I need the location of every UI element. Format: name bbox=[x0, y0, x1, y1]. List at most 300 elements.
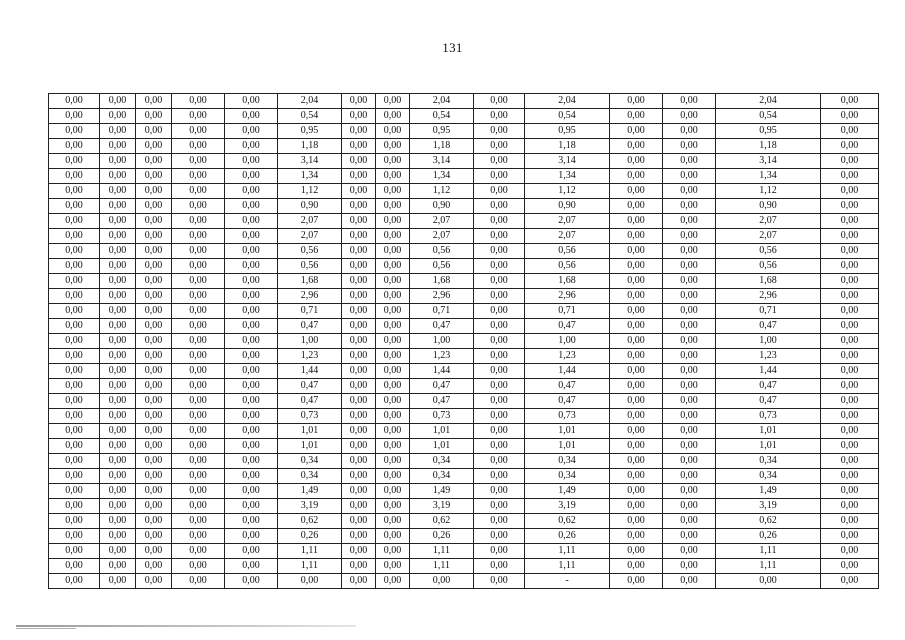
table-row bbox=[49, 124, 879, 139]
table-cell: 0,00 bbox=[136, 349, 172, 364]
table-cell: 0,00 bbox=[376, 334, 410, 349]
table-cell: 0,62 bbox=[278, 514, 342, 529]
table-cell: 0,00 bbox=[100, 304, 136, 319]
table-row bbox=[49, 259, 879, 274]
table-cell: 0,00 bbox=[663, 424, 716, 439]
table-cell: 0,00 bbox=[100, 484, 136, 499]
table-cell: 0,00 bbox=[376, 574, 410, 589]
table-cell: 1,01 bbox=[716, 424, 821, 439]
table-cell: 0,00 bbox=[342, 409, 376, 424]
table-cell: 0,00 bbox=[821, 124, 879, 139]
table-cell: 0,00 bbox=[821, 469, 879, 484]
table-cell: 0,00 bbox=[172, 409, 225, 424]
table-cell: 0,00 bbox=[172, 574, 225, 589]
table-cell: 0,00 bbox=[610, 394, 663, 409]
table-cell: 0,00 bbox=[610, 244, 663, 259]
table-cell: 0,00 bbox=[663, 514, 716, 529]
table-cell: 0,00 bbox=[821, 439, 879, 454]
table-cell: 0,00 bbox=[474, 409, 525, 424]
table-cell: 1,34 bbox=[410, 169, 474, 184]
table-cell: 0,00 bbox=[663, 529, 716, 544]
table-cell: 3,14 bbox=[716, 154, 821, 169]
table-cell: 1,68 bbox=[278, 274, 342, 289]
table-cell: 1,23 bbox=[278, 349, 342, 364]
table-cell: 0,00 bbox=[342, 274, 376, 289]
table-cell: 0,00 bbox=[49, 214, 100, 229]
table-cell: 0,00 bbox=[663, 319, 716, 334]
table-cell: 1,11 bbox=[716, 559, 821, 574]
table-cell: 0,95 bbox=[525, 124, 610, 139]
table-cell: 0,00 bbox=[225, 139, 278, 154]
table-cell: 2,04 bbox=[525, 94, 610, 109]
table-cell: 0,00 bbox=[49, 109, 100, 124]
table-cell: 0,00 bbox=[100, 274, 136, 289]
table-cell: 0,00 bbox=[663, 559, 716, 574]
table-cell: 0,00 bbox=[663, 139, 716, 154]
table-cell: 0,00 bbox=[225, 439, 278, 454]
table-cell: 0,00 bbox=[172, 484, 225, 499]
table-cell: 1,11 bbox=[278, 559, 342, 574]
table-row bbox=[49, 574, 879, 589]
table-cell: 0,00 bbox=[410, 574, 474, 589]
table-cell: 0,73 bbox=[410, 409, 474, 424]
table-cell: 0,00 bbox=[474, 169, 525, 184]
table-cell: 0,71 bbox=[716, 304, 821, 319]
table-cell: 2,07 bbox=[410, 214, 474, 229]
table-row bbox=[49, 469, 879, 484]
table-cell: 0,47 bbox=[410, 394, 474, 409]
table-cell: 0,00 bbox=[136, 334, 172, 349]
table-cell: 0,00 bbox=[376, 214, 410, 229]
table-cell: 0,00 bbox=[474, 394, 525, 409]
table-cell: 0,00 bbox=[49, 199, 100, 214]
table-cell: 0,00 bbox=[821, 364, 879, 379]
table-cell: 0,34 bbox=[525, 454, 610, 469]
table-cell: 0,00 bbox=[474, 94, 525, 109]
table-cell: 1,44 bbox=[410, 364, 474, 379]
table-cell: 0,00 bbox=[376, 169, 410, 184]
table-cell: 0,00 bbox=[225, 259, 278, 274]
table-cell: 0,00 bbox=[663, 574, 716, 589]
table-cell: 0,47 bbox=[278, 319, 342, 334]
table-cell: 0,00 bbox=[100, 214, 136, 229]
table-cell: 0,56 bbox=[278, 244, 342, 259]
table-cell: 0,00 bbox=[376, 94, 410, 109]
table-cell: 0,00 bbox=[225, 169, 278, 184]
table-cell: 0,00 bbox=[474, 139, 525, 154]
table-row bbox=[49, 304, 879, 319]
table-row bbox=[49, 289, 879, 304]
table-cell: 0,00 bbox=[136, 124, 172, 139]
table-row bbox=[49, 184, 879, 199]
table-cell: 0,00 bbox=[663, 349, 716, 364]
table-cell: 0,00 bbox=[474, 274, 525, 289]
table-cell: 1,11 bbox=[525, 559, 610, 574]
table-cell: 0,00 bbox=[136, 379, 172, 394]
table-cell: 0,00 bbox=[716, 574, 821, 589]
table-cell: 1,12 bbox=[410, 184, 474, 199]
table-cell: 0,00 bbox=[342, 484, 376, 499]
table-cell: 0,00 bbox=[821, 484, 879, 499]
table-cell: 0,00 bbox=[474, 304, 525, 319]
table-cell: 0,00 bbox=[376, 394, 410, 409]
table-cell: 0,00 bbox=[49, 184, 100, 199]
table-cell: 1,01 bbox=[716, 439, 821, 454]
table-cell: 0,00 bbox=[663, 259, 716, 274]
table-cell: 1,01 bbox=[525, 424, 610, 439]
table-cell: 0,00 bbox=[342, 244, 376, 259]
table-cell: 1,00 bbox=[525, 334, 610, 349]
table-cell: 1,01 bbox=[278, 424, 342, 439]
table-cell: 0,00 bbox=[342, 379, 376, 394]
table-cell: 0,00 bbox=[49, 334, 100, 349]
table-cell: 0,00 bbox=[172, 139, 225, 154]
table-cell: 0,00 bbox=[49, 304, 100, 319]
table-cell: 1,18 bbox=[278, 139, 342, 154]
table-cell: 0,00 bbox=[821, 214, 879, 229]
table-cell: 0,56 bbox=[716, 244, 821, 259]
table-cell: 0,00 bbox=[376, 229, 410, 244]
table-cell: 0,00 bbox=[49, 124, 100, 139]
table-row bbox=[49, 274, 879, 289]
table-cell: 0,00 bbox=[663, 229, 716, 244]
table-cell: 0,00 bbox=[610, 559, 663, 574]
table-cell: 0,00 bbox=[376, 259, 410, 274]
table-cell: 0,00 bbox=[376, 349, 410, 364]
table-cell: 0,00 bbox=[610, 184, 663, 199]
table-cell: 3,14 bbox=[410, 154, 474, 169]
table-cell: 1,49 bbox=[410, 484, 474, 499]
table-row bbox=[49, 349, 879, 364]
table-cell: 0,00 bbox=[172, 199, 225, 214]
table-cell: 0,00 bbox=[172, 304, 225, 319]
table-cell: 0,00 bbox=[136, 259, 172, 274]
table-cell: 0,00 bbox=[663, 169, 716, 184]
table-cell: 0,00 bbox=[172, 109, 225, 124]
table-cell: 0,00 bbox=[663, 484, 716, 499]
table-cell: 0,00 bbox=[663, 289, 716, 304]
table-cell: 2,04 bbox=[716, 94, 821, 109]
table-cell: 0,00 bbox=[172, 94, 225, 109]
table-cell: 0,00 bbox=[821, 154, 879, 169]
table-cell: 0,00 bbox=[610, 349, 663, 364]
table-cell: 0,00 bbox=[821, 514, 879, 529]
table-cell: 0,00 bbox=[225, 214, 278, 229]
table-cell: 0,00 bbox=[172, 424, 225, 439]
table-cell: 0,00 bbox=[474, 259, 525, 274]
table-row bbox=[49, 199, 879, 214]
table-cell: 1,11 bbox=[410, 559, 474, 574]
table-cell: 0,00 bbox=[49, 484, 100, 499]
table-cell: 0,00 bbox=[136, 514, 172, 529]
table-cell: 0,00 bbox=[610, 304, 663, 319]
table-cell: 0,00 bbox=[100, 439, 136, 454]
table-cell: 1,49 bbox=[716, 484, 821, 499]
table-cell: 0,00 bbox=[172, 334, 225, 349]
table-row bbox=[49, 484, 879, 499]
table-cell: 0,00 bbox=[172, 184, 225, 199]
table-cell: 0,90 bbox=[525, 199, 610, 214]
table-cell: 0,00 bbox=[100, 394, 136, 409]
table-cell: 0,00 bbox=[172, 544, 225, 559]
table-cell: 2,96 bbox=[278, 289, 342, 304]
table-cell: 0,00 bbox=[100, 94, 136, 109]
table-cell: 0,00 bbox=[342, 259, 376, 274]
table-cell: 1,18 bbox=[716, 139, 821, 154]
table-cell: 0,00 bbox=[821, 379, 879, 394]
table-cell: 0,00 bbox=[610, 334, 663, 349]
table-cell: 0,00 bbox=[474, 349, 525, 364]
table-cell: 0,00 bbox=[136, 289, 172, 304]
table-cell: 1,18 bbox=[525, 139, 610, 154]
table-cell: 0,00 bbox=[474, 199, 525, 214]
table-cell: 0,47 bbox=[410, 379, 474, 394]
table-cell: 0,00 bbox=[376, 484, 410, 499]
table-cell: 0,95 bbox=[278, 124, 342, 139]
table-cell: 0,00 bbox=[821, 424, 879, 439]
table-cell: 0,00 bbox=[821, 394, 879, 409]
table-cell: 0,00 bbox=[136, 394, 172, 409]
table-cell: 0,34 bbox=[410, 469, 474, 484]
table-cell: 0,00 bbox=[610, 574, 663, 589]
table-cell: 0,71 bbox=[410, 304, 474, 319]
table-cell: 1,44 bbox=[278, 364, 342, 379]
table-cell: 0,90 bbox=[716, 199, 821, 214]
table-cell: 3,19 bbox=[525, 499, 610, 514]
table-cell: 0,00 bbox=[376, 199, 410, 214]
table-row bbox=[49, 214, 879, 229]
table-cell: 0,00 bbox=[225, 469, 278, 484]
table-cell: 0,00 bbox=[474, 154, 525, 169]
table-cell: 0,00 bbox=[136, 574, 172, 589]
table-cell: 0,00 bbox=[136, 154, 172, 169]
data-table-container bbox=[48, 93, 879, 589]
table-cell: 3,19 bbox=[716, 499, 821, 514]
table-cell: 0,00 bbox=[225, 349, 278, 364]
table-cell: 0,00 bbox=[821, 169, 879, 184]
table-row bbox=[49, 139, 879, 154]
table-row bbox=[49, 154, 879, 169]
table-cell: 0,00 bbox=[136, 229, 172, 244]
table-cell: 0,00 bbox=[136, 109, 172, 124]
table-row bbox=[49, 529, 879, 544]
table-cell: 0,00 bbox=[376, 454, 410, 469]
table-cell: 0,00 bbox=[821, 199, 879, 214]
table-cell: 0,00 bbox=[474, 439, 525, 454]
table-cell: 0,00 bbox=[376, 364, 410, 379]
table-cell: 0,00 bbox=[376, 469, 410, 484]
table-cell: 0,00 bbox=[136, 319, 172, 334]
table-row bbox=[49, 394, 879, 409]
table-cell: 0,00 bbox=[136, 559, 172, 574]
table-cell: 0,00 bbox=[610, 214, 663, 229]
table-cell: 0,00 bbox=[100, 409, 136, 424]
table-cell: 0,00 bbox=[172, 469, 225, 484]
table-cell: 0,00 bbox=[342, 229, 376, 244]
table-cell: 0,00 bbox=[821, 499, 879, 514]
table-cell: 0,90 bbox=[410, 199, 474, 214]
table-cell: 0,00 bbox=[225, 544, 278, 559]
table-cell: 0,00 bbox=[172, 289, 225, 304]
table-cell: 0,00 bbox=[342, 139, 376, 154]
table-cell: 0,00 bbox=[474, 364, 525, 379]
table-cell: 0,00 bbox=[821, 244, 879, 259]
table-cell: 0,56 bbox=[525, 244, 610, 259]
table-cell: 0,00 bbox=[342, 394, 376, 409]
table-cell: 0,00 bbox=[821, 334, 879, 349]
table-cell: 1,23 bbox=[716, 349, 821, 364]
table-cell: 0,00 bbox=[474, 454, 525, 469]
table-cell: 0,00 bbox=[474, 109, 525, 124]
table-cell: 0,00 bbox=[49, 244, 100, 259]
table-cell: 0,00 bbox=[376, 529, 410, 544]
table-cell: 0,00 bbox=[474, 319, 525, 334]
table-cell: 0,00 bbox=[610, 499, 663, 514]
table-cell: 0,00 bbox=[49, 229, 100, 244]
table-cell: 0,00 bbox=[49, 349, 100, 364]
table-cell: 0,00 bbox=[172, 154, 225, 169]
table-cell: 0,00 bbox=[136, 409, 172, 424]
table-cell: 0,00 bbox=[610, 229, 663, 244]
table-cell: 0,00 bbox=[225, 499, 278, 514]
table-cell: 0,47 bbox=[525, 394, 610, 409]
table-cell: 0,00 bbox=[49, 379, 100, 394]
table-cell: 1,01 bbox=[525, 439, 610, 454]
table-cell: 0,54 bbox=[525, 109, 610, 124]
table-cell: 0,00 bbox=[821, 409, 879, 424]
table-row bbox=[49, 319, 879, 334]
table-row bbox=[49, 109, 879, 124]
table-cell: 1,34 bbox=[278, 169, 342, 184]
table-cell: 0,00 bbox=[49, 574, 100, 589]
table-cell: 1,01 bbox=[410, 439, 474, 454]
table-cell: 0,00 bbox=[225, 289, 278, 304]
table-cell: 0,00 bbox=[100, 469, 136, 484]
table-cell: 0,00 bbox=[100, 244, 136, 259]
table-cell: 0,00 bbox=[172, 379, 225, 394]
scan-artifact-line bbox=[16, 625, 356, 627]
table-cell: 0,00 bbox=[49, 529, 100, 544]
table-cell: 0,00 bbox=[342, 199, 376, 214]
table-cell: 0,00 bbox=[136, 94, 172, 109]
table-cell: 0,00 bbox=[663, 379, 716, 394]
table-cell: 0,54 bbox=[410, 109, 474, 124]
table-cell: 0,00 bbox=[225, 94, 278, 109]
table-cell: 0,26 bbox=[278, 529, 342, 544]
table-cell: 0,47 bbox=[525, 319, 610, 334]
data-table bbox=[48, 93, 879, 589]
table-cell: 0,00 bbox=[663, 184, 716, 199]
table-cell: 0,00 bbox=[49, 274, 100, 289]
table-cell: 1,12 bbox=[525, 184, 610, 199]
table-cell: 0,00 bbox=[136, 424, 172, 439]
table-cell: 0,00 bbox=[49, 559, 100, 574]
table-cell: 2,07 bbox=[525, 214, 610, 229]
table-cell: 0,00 bbox=[342, 349, 376, 364]
table-cell: 0,00 bbox=[49, 169, 100, 184]
table-row bbox=[49, 424, 879, 439]
table-cell: 0,00 bbox=[136, 364, 172, 379]
table-cell: 0,00 bbox=[821, 139, 879, 154]
table-cell: 0,00 bbox=[49, 319, 100, 334]
table-cell: 0,00 bbox=[225, 379, 278, 394]
table-cell: 0,00 bbox=[610, 439, 663, 454]
table-cell: 0,00 bbox=[342, 124, 376, 139]
table-cell: 0,00 bbox=[278, 574, 342, 589]
table-cell: 0,00 bbox=[610, 469, 663, 484]
table-cell: 0,00 bbox=[100, 139, 136, 154]
table-cell: 0,00 bbox=[663, 214, 716, 229]
table-cell: 0,00 bbox=[342, 469, 376, 484]
table-cell: 0,00 bbox=[225, 124, 278, 139]
table-cell: 0,00 bbox=[225, 334, 278, 349]
table-cell: 0,00 bbox=[821, 109, 879, 124]
table-cell: 0,00 bbox=[342, 424, 376, 439]
table-cell: 0,00 bbox=[342, 319, 376, 334]
table-cell: 1,68 bbox=[525, 274, 610, 289]
table-cell: 0,56 bbox=[716, 259, 821, 274]
table-cell: 2,07 bbox=[278, 214, 342, 229]
table-cell: 0,00 bbox=[821, 529, 879, 544]
table-cell: 0,00 bbox=[342, 334, 376, 349]
table-cell: 0,00 bbox=[49, 499, 100, 514]
table-cell: 0,00 bbox=[172, 499, 225, 514]
table-cell: 2,07 bbox=[716, 214, 821, 229]
table-cell: 0,00 bbox=[225, 319, 278, 334]
table-cell: 0,00 bbox=[610, 379, 663, 394]
table-cell: 3,19 bbox=[410, 499, 474, 514]
table-cell: 0,00 bbox=[376, 499, 410, 514]
table-cell: 0,00 bbox=[821, 304, 879, 319]
table-cell: 2,07 bbox=[525, 229, 610, 244]
table-cell: 0,00 bbox=[376, 244, 410, 259]
table-cell: 1,11 bbox=[410, 544, 474, 559]
table-cell: 1,68 bbox=[410, 274, 474, 289]
table-row bbox=[49, 514, 879, 529]
table-cell: 0,00 bbox=[610, 529, 663, 544]
table-cell: 0,00 bbox=[225, 304, 278, 319]
table-cell: 0,00 bbox=[474, 544, 525, 559]
table-cell: 0,00 bbox=[136, 304, 172, 319]
table-cell: 1,11 bbox=[525, 544, 610, 559]
table-cell: 0,00 bbox=[474, 469, 525, 484]
table-cell: 0,00 bbox=[474, 379, 525, 394]
table-cell: 0,00 bbox=[663, 334, 716, 349]
table-cell: 0,00 bbox=[474, 244, 525, 259]
table-cell: 0,00 bbox=[376, 439, 410, 454]
table-cell: 0,00 bbox=[49, 409, 100, 424]
table-cell: 0,00 bbox=[474, 229, 525, 244]
table-cell: 0,95 bbox=[410, 124, 474, 139]
table-cell: 0,00 bbox=[100, 184, 136, 199]
table-cell: 1,01 bbox=[278, 439, 342, 454]
table-cell: 0,00 bbox=[136, 529, 172, 544]
table-cell: 0,00 bbox=[225, 484, 278, 499]
table-cell: 1,18 bbox=[410, 139, 474, 154]
table-cell: 1,34 bbox=[716, 169, 821, 184]
table-cell: 0,00 bbox=[342, 304, 376, 319]
table-cell: 0,62 bbox=[410, 514, 474, 529]
table-cell: 0,34 bbox=[278, 469, 342, 484]
table-cell: 0,00 bbox=[172, 259, 225, 274]
table-cell: 0,47 bbox=[716, 394, 821, 409]
table-cell: 2,04 bbox=[278, 94, 342, 109]
table-cell: 0,00 bbox=[610, 199, 663, 214]
table-cell: 0,00 bbox=[49, 544, 100, 559]
table-cell: 1,23 bbox=[410, 349, 474, 364]
table-cell: 0,00 bbox=[342, 514, 376, 529]
table-cell: 0,00 bbox=[610, 94, 663, 109]
